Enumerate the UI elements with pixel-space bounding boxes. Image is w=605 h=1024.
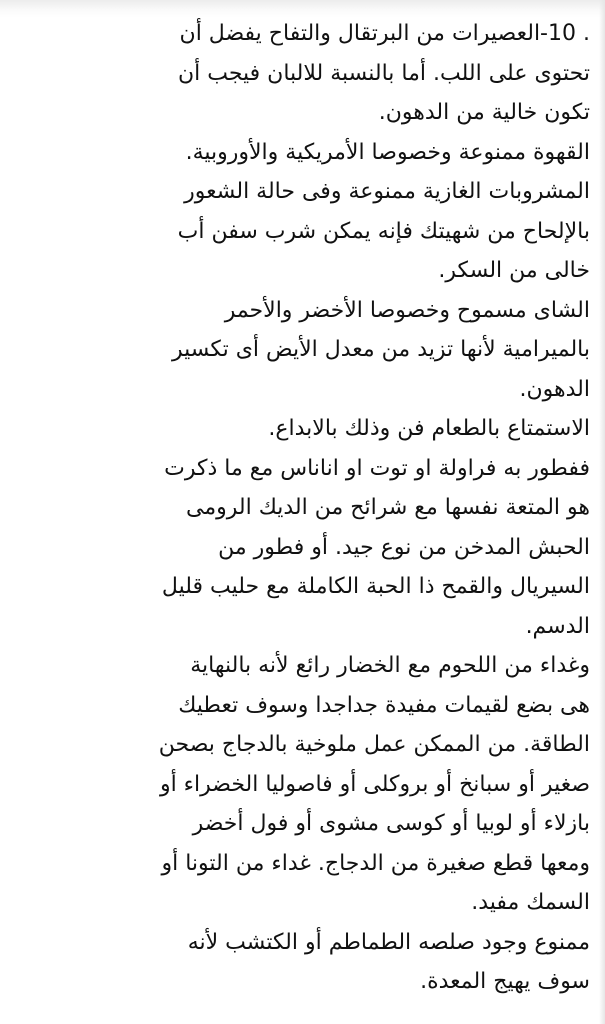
- text-line: خالى من السكر.: [438, 258, 590, 283]
- document-body: [10, 14, 590, 1002]
- text-line: الدهون.: [519, 376, 590, 402]
- text-line: الطاقة. من الممكن عمل ملوخية بالدجاج بصحن: [158, 732, 590, 757]
- text-line: صغير أو سبانخ أو بروكلى أو فاصوليا الخضراء أو: [159, 771, 590, 797]
- text-line: ومعها قطع صغيرة من الدجاج. غداء من التونا أو: [161, 850, 590, 876]
- text-line: الحبش المدخن من نوع جيد. أو فطور من: [218, 534, 590, 560]
- text-line: الشاى مسموح وخصوصا الأخضر والأحمر: [224, 297, 590, 323]
- text-line: بالميرامية لأنها تزيد من معدل الأيض أى تكسير: [172, 337, 590, 362]
- text-line: هى بضع لقيمات مفيدة جداجدا وسوف تعطيك: [178, 692, 590, 718]
- text-line: بالإلحاح من شهيتك فإنه يمكن شرب سفن أب: [177, 218, 590, 244]
- text-line: وغداء من اللحوم مع الخضار رائع لأنه بالنهاية: [190, 653, 590, 678]
- text-line: تحتوى على اللب. أما بالنسبة للالبان فيجب أن: [177, 60, 590, 86]
- text-line: السيريال والقمح ذا الحبة الكاملة مع حليب قليل: [161, 574, 590, 599]
- text-line: . 10-العصيرات من البرتقال والتفاح يفضل أن: [179, 21, 590, 46]
- text-line: بازلاء أو لوبيا أو كوسى مشوى أو فول أخضر: [192, 811, 590, 836]
- text-line: تكون خالية من الدهون.: [378, 100, 590, 125]
- text-line: القهوة ممنوعة وخصوصا الأمريكية والأوروبية.: [185, 139, 590, 165]
- text-line: هو المتعة نفسها مع شرائح من الديك الرومى: [186, 495, 590, 520]
- text-line: الدسم.: [525, 613, 590, 639]
- text-line: الاستمتاع بالطعام فن وذلك بالابداع.: [268, 416, 590, 441]
- text-line: سوف يهيج المعدة.: [420, 969, 590, 994]
- text-line: المشروبات الغازية ممنوعة وفى حالة الشعور: [184, 179, 590, 204]
- text-line: السمك مفيد.: [471, 890, 590, 915]
- text-line: ممنوع وجود صلصه الطماطم أو الكتشب لأنه: [187, 929, 590, 955]
- page-edge-shadow: [599, 0, 605, 1024]
- text-line: ففطور به فراولة او توت او اناناس مع ما ذكرت: [164, 455, 590, 481]
